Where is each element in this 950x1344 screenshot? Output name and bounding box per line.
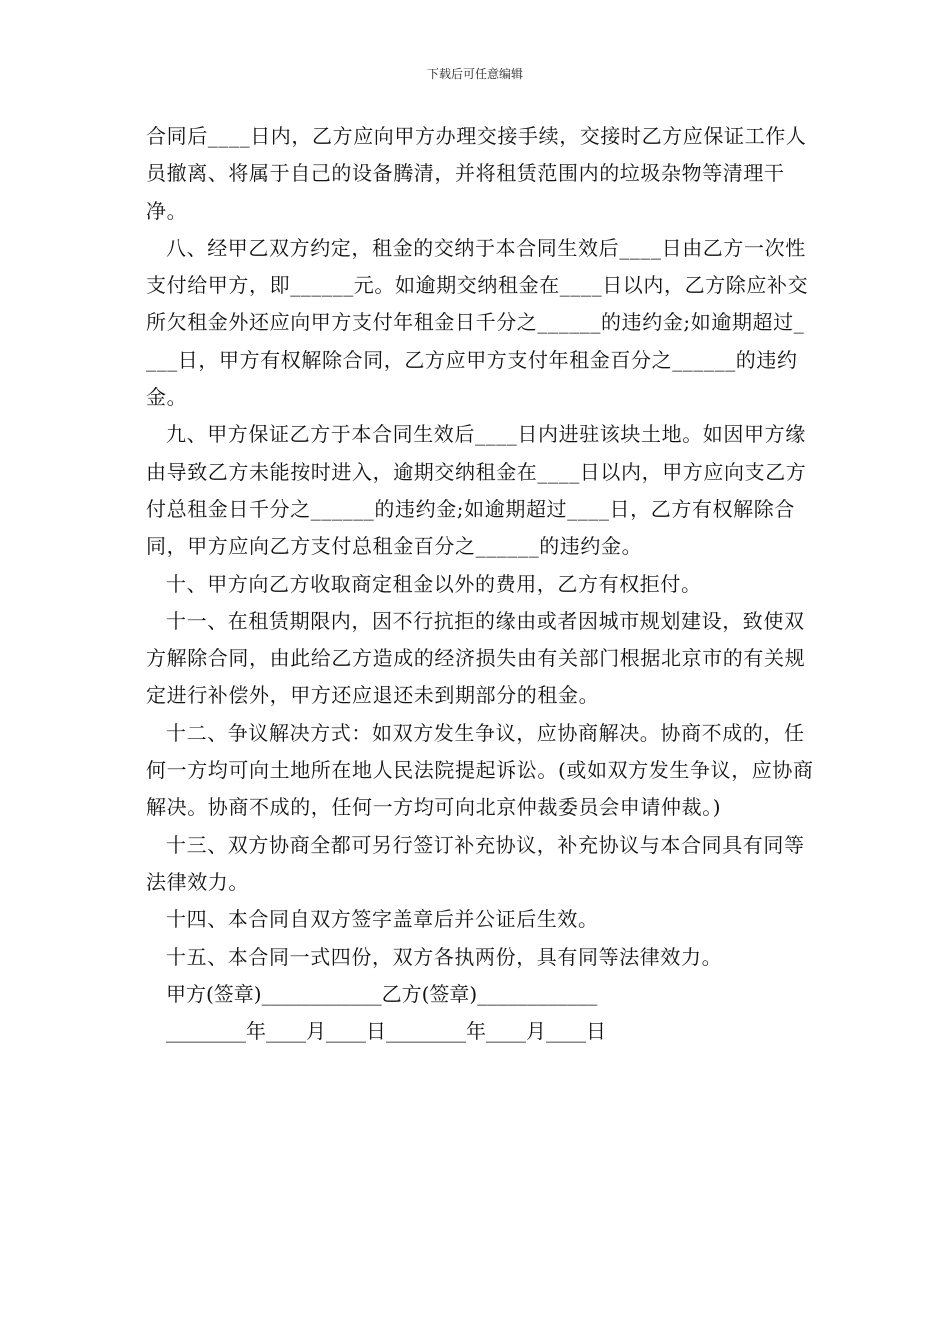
paragraph-continuation: 合同后____日内，乙方应向甲方办理交接手续，交接时乙方应保证工作人员撤离、将属于自己的设备腾清，并将租赁范围内的垃圾杂物等清理干净。 bbox=[146, 124, 807, 223]
clause-8: 八、经甲乙双方约定，租金的交纳于本合同生效后____日由乙方一次性支付给甲方，即______元。如逾期交纳租金在____日以内，乙方除应补交所欠租金外还应向甲方支付年租金日千分之______的违约金;如逾期超过____日，甲方有权解除合同，乙方应甲方支付年租金百分之______的违约金。 bbox=[146, 235, 809, 410]
signature-line: 甲方(签章)____________乙方(签章)____________ bbox=[166, 981, 598, 1006]
clause-14: 十四、本合同自双方签字盖章后并公证后生效。 bbox=[166, 907, 599, 932]
page-header: 下载后可任意编辑 bbox=[426, 67, 523, 81]
clause-13: 十三、双方协商全都可另行签订补充协议，补充协议与本合同具有同等法律效力。 bbox=[146, 832, 805, 894]
clause-10: 十、甲方向乙方收取商定租金以外的费用，乙方有权拒付。 bbox=[166, 571, 702, 596]
clause-12: 十二、争议解决方式：如双方发生争议，应协商解决。协商不成的，任何一方均可向土地所在地人民法院提起诉讼。(或如双方发生争议，应协商解决。协商不成的，任何一方均可向北京仲裁委员会申请仲裁。) bbox=[146, 720, 814, 820]
clause-9: 九、甲方保证乙方于本合同生效后____日内进驻该块土地。如因甲方缘由导致乙方未能按时进入，逾期交纳租金在____日以内，甲方应向支乙方付总租金日千分之______的违约金;如逾期超过____日，乙方有权解除合同，甲方应向乙方支付总租金百分之______的违约金。 bbox=[146, 422, 807, 559]
date-line: ________年____月____日________年____月____日 bbox=[166, 1019, 606, 1044]
clause-11: 十一、在租赁期限内，因不行抗拒的缘由或者因城市规划建设，致使双方解除合同，由此给乙方造成的经济损失由有关部门根据北京市的有关规定进行补偿外，甲方还应退还未到期部分的租金。 bbox=[146, 608, 806, 708]
clause-15: 十五、本合同一式四份，双方各执两份，具有同等法律效力。 bbox=[166, 944, 723, 969]
document-body bbox=[146, 118, 814, 1050]
